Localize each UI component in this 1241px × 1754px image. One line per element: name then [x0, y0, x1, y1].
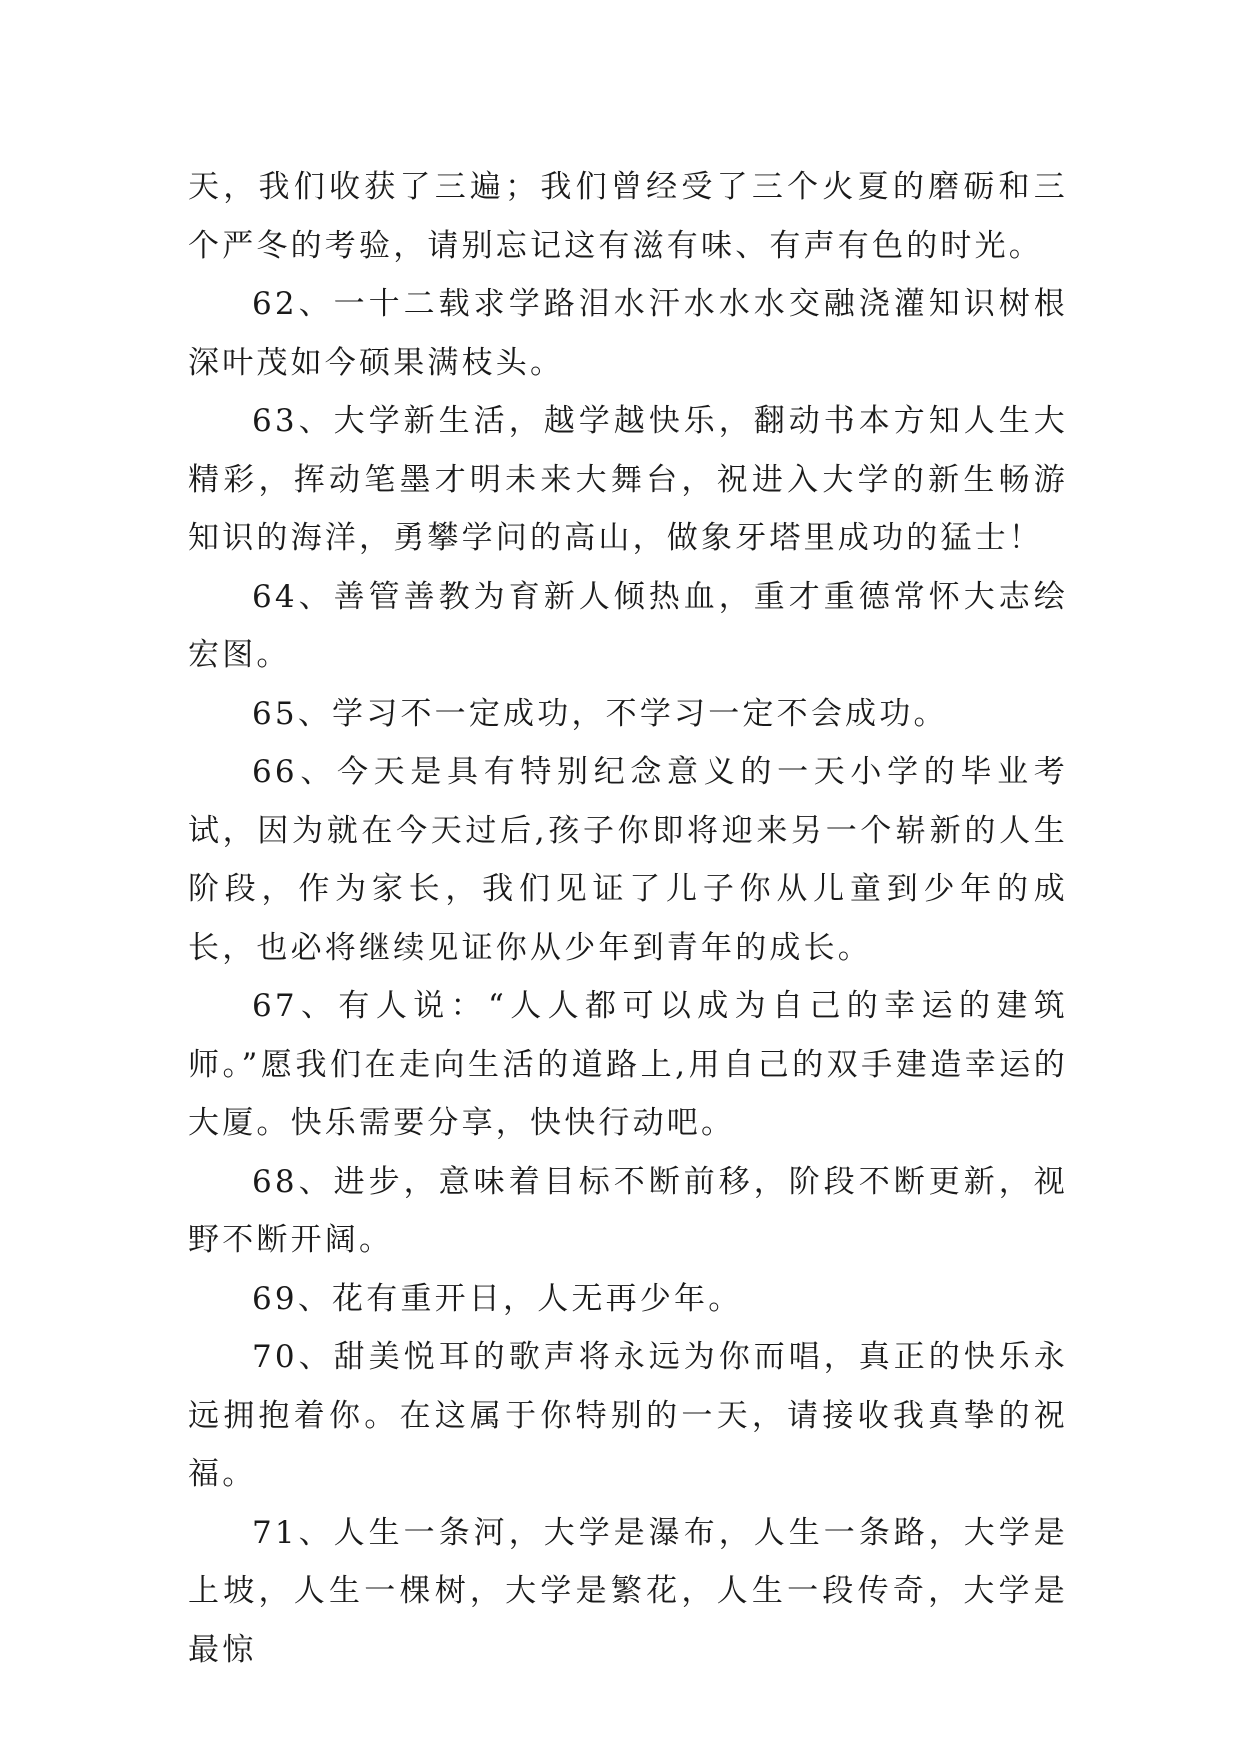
- paragraph-62: 62、一十二载求学路泪水汗水水水交融浇灌知识树根深叶茂如今硕果满枝头。: [188, 286, 1068, 381]
- paragraph-68: 68、进步，意味着目标不断前移，阶段不断更新，视野不断开阔。: [188, 1163, 1068, 1258]
- paragraph-63: 63、大学新生活，越学越快乐，翻动书本方知人生大精彩，挥动笔墨才明未来大舞台，祝进入大学的新生畅游知识的海洋，勇攀学问的高山，做象牙塔里成功的猛士！: [188, 403, 1068, 556]
- paragraph-67: 67、有人说：“人人都可以成为自己的幸运的建筑师。”愿我们在走向生活的道路上,用自己的双手建造幸运的大厦。快乐需要分享，快快行动吧。: [188, 988, 1068, 1141]
- paragraph-65: 65、学习不一定成功，不学习一定不会成功。: [252, 695, 948, 732]
- document-body: [188, 158, 1068, 1679]
- paragraph-66: 66、今天是具有特别纪念意义的一天小学的毕业考试，因为就在今天过后,孩子你即将迎来另一个崭新的人生阶段，作为家长，我们见证了儿子你从儿童到少年的成长，也必将继续见证你从少年到青年的成长。: [188, 754, 1068, 966]
- paragraph-71: 71、人生一条河，大学是瀑布，人生一条路，大学是上坡，人生一棵树，大学是繁花，人生一段传奇，大学是最惊: [188, 1514, 1068, 1668]
- paragraph-70: 70、甜美悦耳的歌声将永远为你而唱，真正的快乐永远拥抱着你。在这属于你特别的一天，请接收我真挚的祝福。: [188, 1339, 1068, 1492]
- paragraph-69: 69、花有重开日，人无再少年。: [252, 1280, 743, 1317]
- paragraph-continued: 天，我们收获了三遍；我们曾经受了三个火夏的磨砺和三个严冬的考验，请别忘记这有滋有味、有声有色的时光。: [188, 169, 1068, 264]
- paragraph-64: 64、善管善教为育新人倾热血，重才重德常怀大志绘宏图。: [188, 578, 1068, 673]
